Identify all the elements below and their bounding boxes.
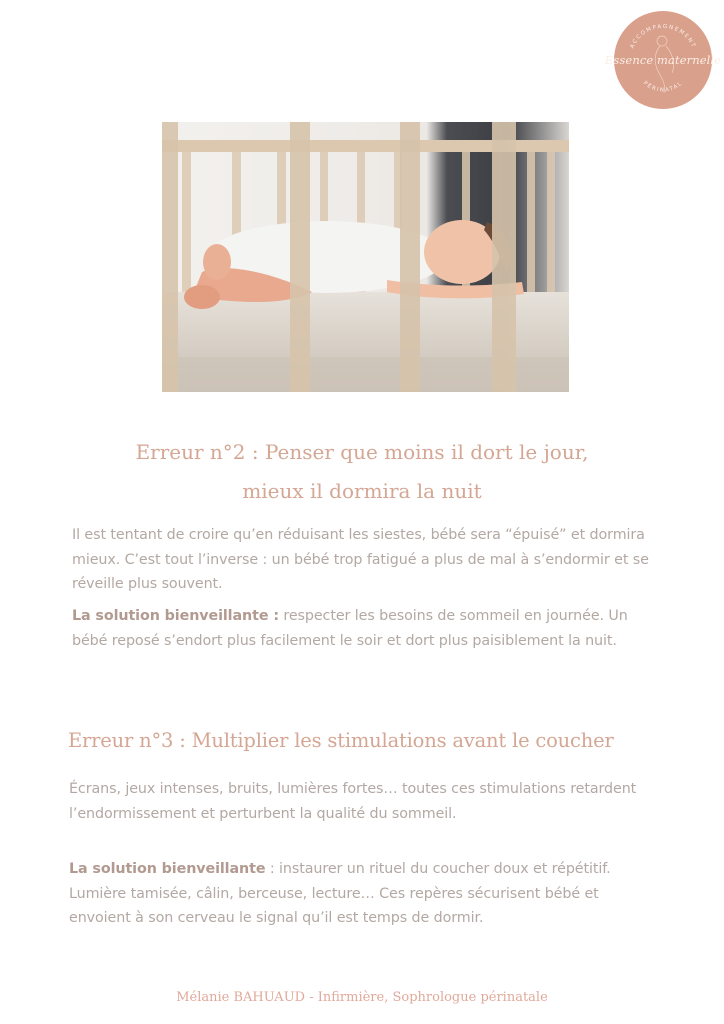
section-3-solution	[69, 857, 649, 931]
logo-name: Essence maternelle	[604, 53, 722, 67]
solution-label: La solution bienveillante :	[72, 608, 279, 624]
section-heading-erreur-3: Erreur n°3 : Multiplier les stimulations avant le coucher	[68, 729, 614, 752]
logo-bottom-arc-text: PÉRINATAL	[641, 80, 685, 94]
solution-text: : instaurer un rituel du coucher doux et répétitif. Lumière tamisée, câlin, berceuse, lecture… Ces repères sécurisent bébé et envoient à son cerveau le signal qu’il est temps de dormir.	[69, 861, 611, 926]
heading-line-1: Erreur n°2 : Penser que moins il dort le jour,	[135, 440, 589, 464]
section-3-body: Écrans, jeux intenses, bruits, lumières fortes… toutes ces stimulations retardent l’endormissement et perturbent la qualité du sommeil.	[69, 781, 637, 822]
brand-logo	[604, 11, 722, 109]
heading-line-2: mieux il dormira la nuit	[242, 479, 482, 503]
baby-sleeping-photo	[162, 122, 569, 392]
section-2-body: Il est tentant de croire qu’en réduisant les siestes, bébé sera “épuisé” et dormira mieux. C’est tout l’inverse : un bébé trop fatigué a plus de mal à s’endormir et se réveille plus souvent.	[72, 527, 649, 592]
section-2-solution	[72, 604, 662, 653]
solution-label: La solution bienveillante	[69, 861, 266, 877]
svg-text:PÉRINATAL	[642, 80, 684, 93]
page-footer: Mélanie BAHUAUD - Infirmière, Sophrologue périnatale	[176, 990, 548, 1005]
section-heading-erreur-2	[0, 433, 724, 511]
solution-text: respecter les besoins de sommeil en journée. Un bébé reposé s’endort plus facilement le soir et dort plus paisiblement la nuit.	[72, 608, 628, 649]
logo-top-arc-text: ACCOMPAGNEMENT	[629, 23, 697, 50]
